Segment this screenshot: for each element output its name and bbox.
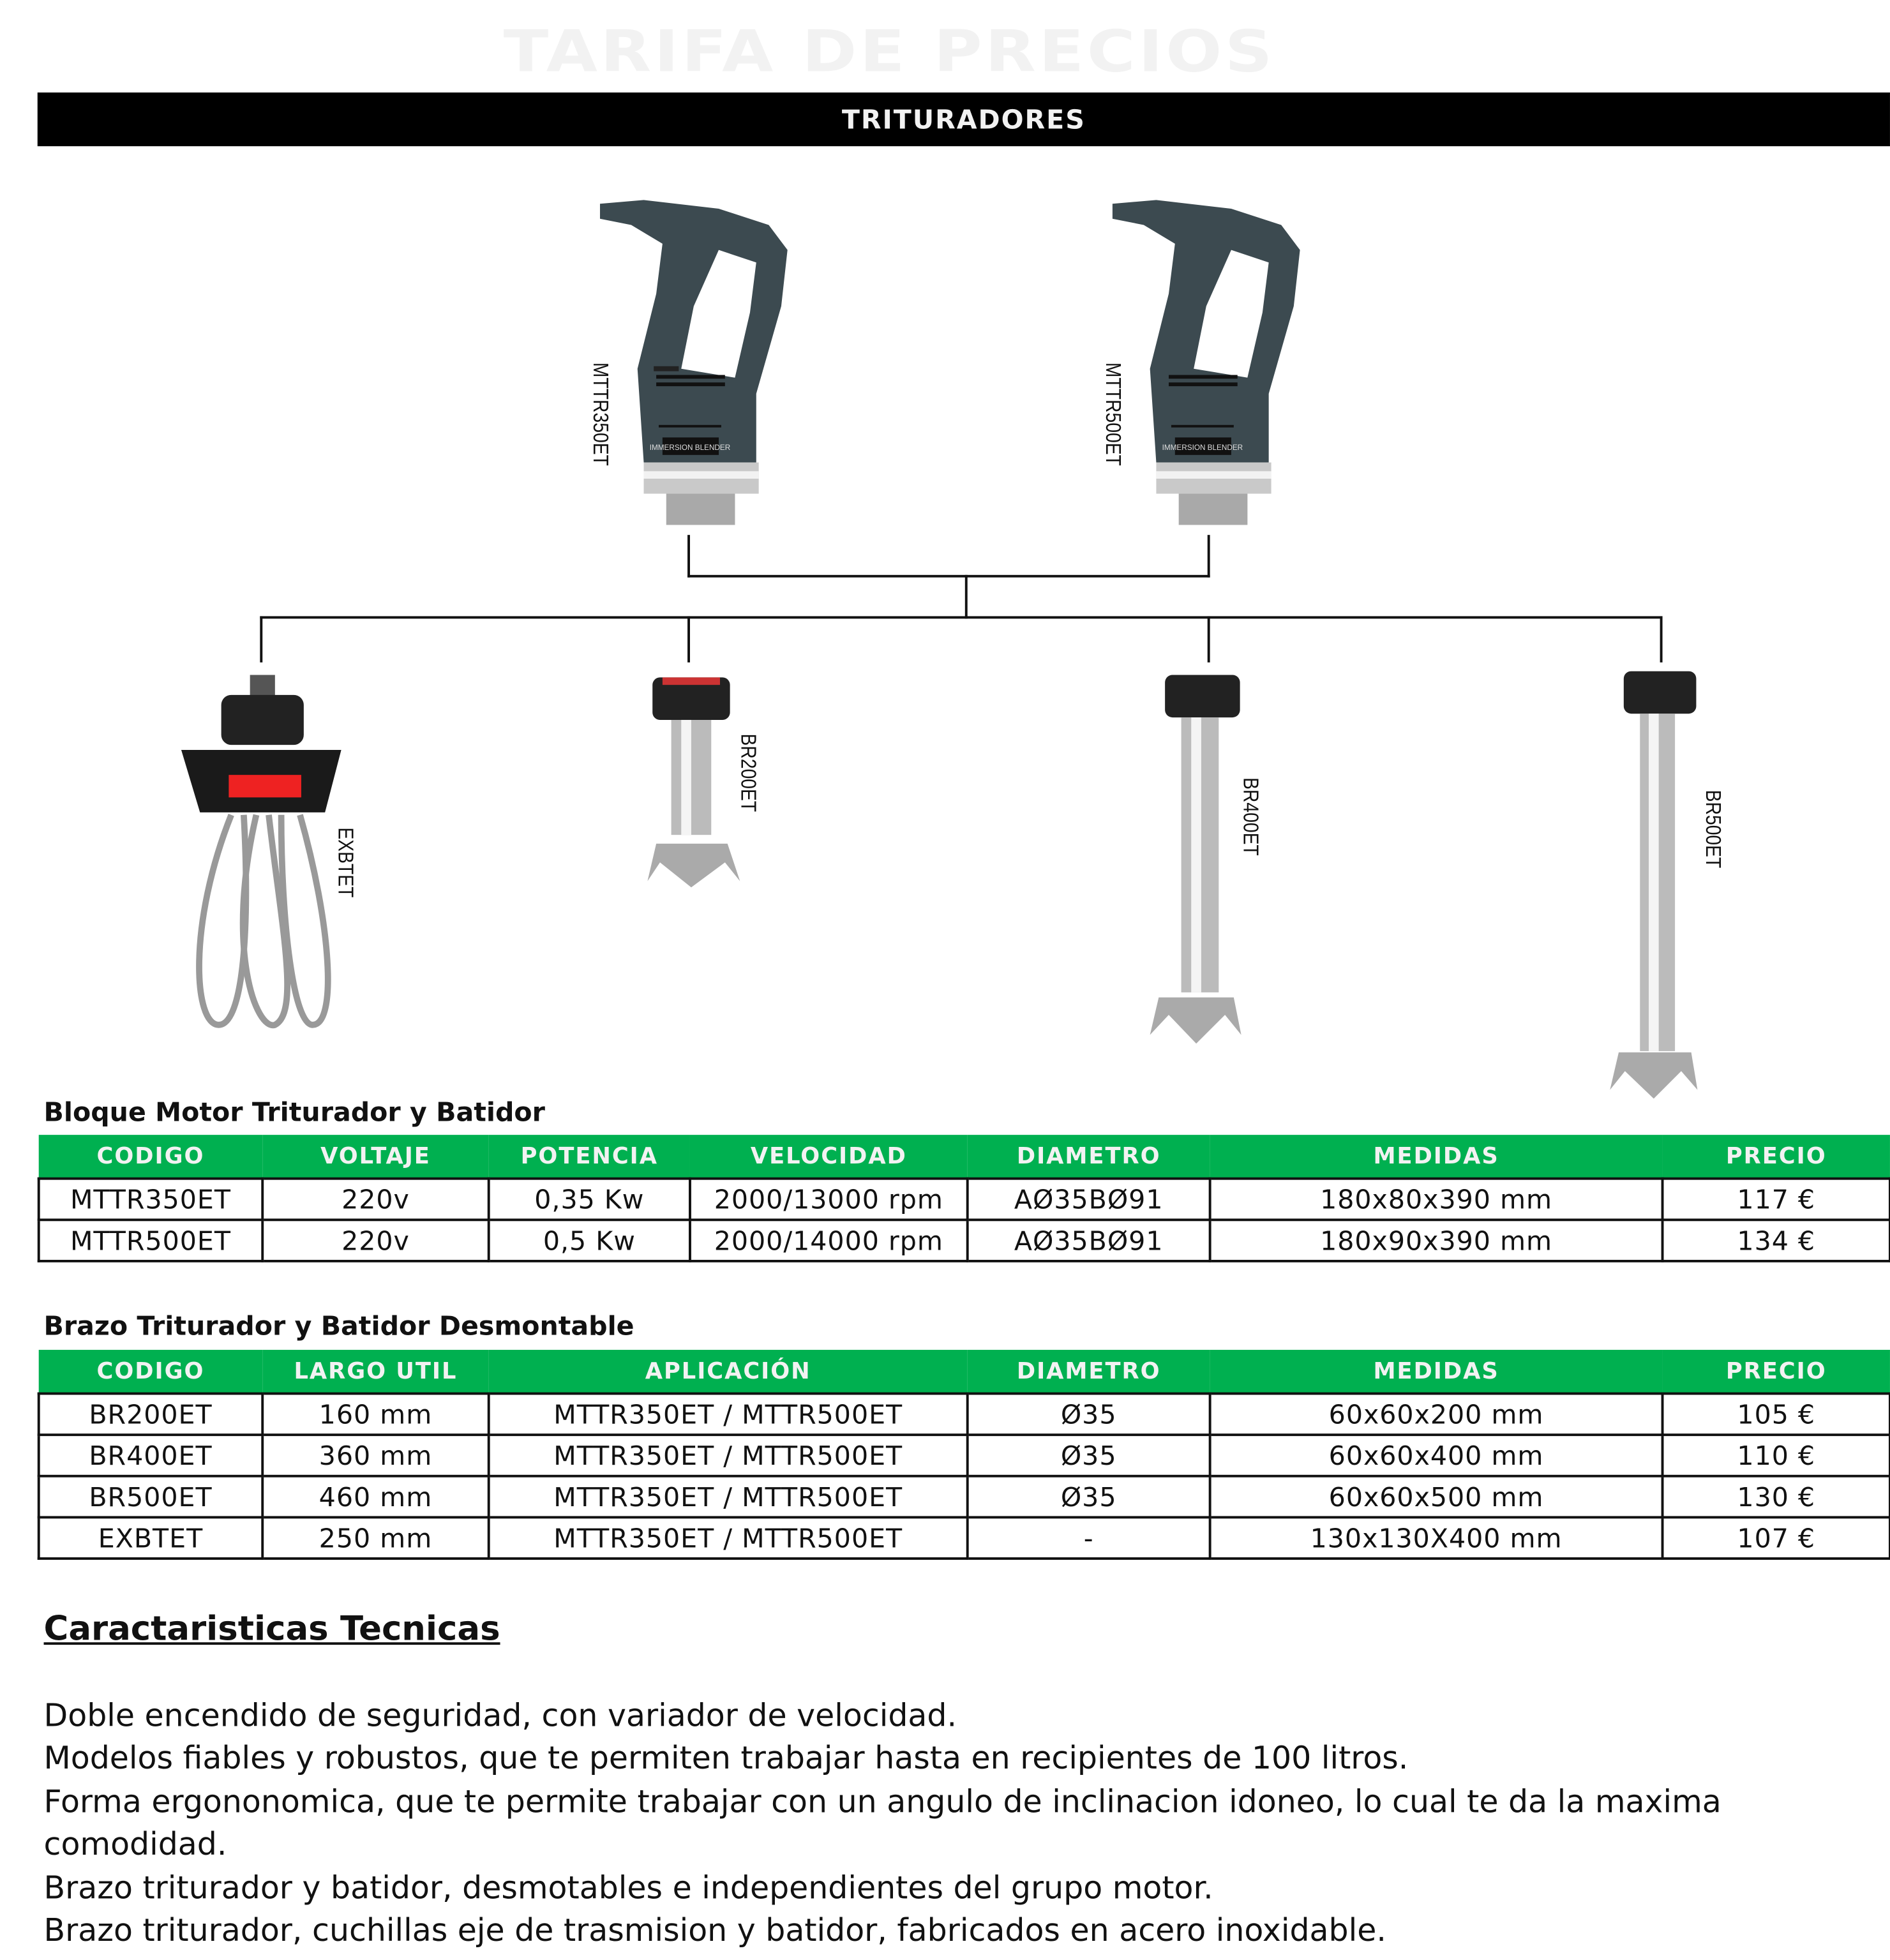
cell-diameter: Ø35 (968, 1394, 1210, 1435)
cell-diameter: AØ35BØ91 (968, 1179, 1210, 1220)
arm-table-title: Brazo Triturador y Batidor Desmontable (43, 1311, 634, 1342)
table-row (39, 1179, 1890, 1220)
cell-speed: 2000/13000 rpm (690, 1179, 968, 1220)
cell-dimensions: 60x60x400 mm (1210, 1435, 1663, 1476)
cell-dimensions: 60x60x200 mm (1210, 1394, 1663, 1435)
cell-application: MTTR350ET / MTTR500ET (489, 1435, 968, 1476)
cell-diameter: Ø35 (968, 1476, 1210, 1518)
cell-price: 110 € (1663, 1435, 1890, 1476)
cell-code: BR200ET (39, 1394, 263, 1435)
connector-line (260, 616, 262, 662)
arm-image-br400et (1144, 675, 1244, 1047)
feature-line: Brazo triturador, cuchillas eje de trasmision y batidor, fabricados en acero inoxidable. (43, 1912, 1386, 1949)
cell-diameter: AØ35BØ91 (968, 1220, 1210, 1261)
features-title: Caractaristicas Tecnicas (43, 1610, 500, 1649)
connector-line (1208, 616, 1210, 662)
column-header: POTENCIA (489, 1135, 690, 1179)
column-header: MEDIDAS (1210, 1135, 1663, 1179)
cell-application: MTTR350ET / MTTR500ET (489, 1517, 968, 1559)
connector-line (1208, 535, 1210, 578)
table-row (39, 1394, 1890, 1435)
table-row (39, 1517, 1890, 1559)
column-header: DIAMETRO (968, 1135, 1210, 1179)
cell-code: BR400ET (39, 1435, 263, 1476)
feature-line: Doble encendido de seguridad, con variador de velocidad. (43, 1697, 957, 1734)
cell-code: MTTR350ET (39, 1179, 263, 1220)
motor-label: MTTR350ET (589, 362, 613, 466)
motor-label: MTTR500ET (1101, 362, 1125, 466)
column-header: LARGO UTIL (262, 1350, 488, 1394)
arm-label: EXBTET (333, 827, 358, 898)
page-title: TARIFA DE PRECIOS (502, 17, 1275, 85)
cell-price: 107 € (1663, 1517, 1890, 1559)
feature-line: Modelos fiables y robustos, que te permiten trabajar hasta en recipientes de 100 litros. (43, 1740, 1409, 1777)
column-header: CODIGO (39, 1135, 263, 1179)
column-header: MEDIDAS (1210, 1350, 1663, 1394)
cell-application: MTTR350ET / MTTR500ET (489, 1394, 968, 1435)
cell-voltage: 220v (262, 1179, 488, 1220)
cell-application: MTTR350ET / MTTR500ET (489, 1476, 968, 1518)
motor-image-mttr500et (1106, 194, 1306, 534)
cell-code: MTTR500ET (39, 1220, 263, 1261)
motor-badge: IMMERSION BLENDER (1162, 443, 1243, 452)
cell-voltage: 220v (262, 1220, 488, 1261)
subtitle-banner (38, 93, 1890, 146)
table-row (39, 1435, 1890, 1476)
motor-price-table (38, 1135, 1890, 1262)
column-header: APLICACIÓN (489, 1350, 968, 1394)
cell-price: 134 € (1663, 1220, 1890, 1261)
connector-line (260, 616, 1662, 618)
cell-price: 130 € (1663, 1476, 1890, 1518)
table-row (39, 1220, 1890, 1261)
cell-diameter: - (968, 1517, 1210, 1559)
features-list (44, 1694, 1844, 1952)
motor-badge: IMMERSION BLENDER (649, 443, 731, 452)
cell-diameter: Ø35 (968, 1435, 1210, 1476)
cell-code: BR500ET (39, 1476, 263, 1518)
arm-image-br500et (1606, 671, 1700, 1103)
cell-length: 360 mm (262, 1435, 488, 1476)
arm-label: BR400ET (1238, 777, 1263, 856)
cell-power: 0,5 Kw (489, 1220, 690, 1261)
connector-line (687, 575, 1210, 578)
feature-line: Forma ergononomica, que te permite trabajar con un angulo de inclinacion idoneo, lo cual te da la maxima comodidad. (43, 1783, 1721, 1863)
column-header: VOLTAJE (262, 1135, 488, 1179)
arm-label: BR200ET (736, 733, 760, 812)
connector-line (687, 616, 690, 662)
cell-price: 117 € (1663, 1179, 1890, 1220)
table-header-row (39, 1350, 1890, 1394)
column-header: PRECIO (1663, 1135, 1890, 1179)
table-header-row (39, 1135, 1890, 1179)
motor-image-mttr350et (594, 194, 793, 534)
arm-image-br200et (638, 675, 750, 894)
connector-line (687, 535, 690, 578)
column-header: VELOCIDAD (690, 1135, 968, 1179)
motor-table-title: Bloque Motor Triturador y Batidor (43, 1097, 545, 1128)
cell-code: EXBTET (39, 1517, 263, 1559)
column-header: DIAMETRO (968, 1350, 1210, 1394)
cell-length: 160 mm (262, 1394, 488, 1435)
whisk-image-exbtet (181, 675, 344, 1035)
title-banner (38, 9, 1890, 93)
cell-length: 250 mm (262, 1517, 488, 1559)
category-title: TRITURADORES (841, 104, 1086, 135)
cell-dimensions: 60x60x500 mm (1210, 1476, 1663, 1518)
arm-label: BR500ET (1701, 789, 1725, 869)
cell-speed: 2000/14000 rpm (690, 1220, 968, 1261)
column-header: CODIGO (39, 1350, 263, 1394)
feature-line: Brazo triturador y batidor, desmotables e independientes del grupo motor. (43, 1869, 1213, 1906)
connector-line (1660, 616, 1663, 662)
column-header: PRECIO (1663, 1350, 1890, 1394)
arm-price-table (38, 1350, 1890, 1560)
cell-power: 0,35 Kw (489, 1179, 690, 1220)
cell-price: 105 € (1663, 1394, 1890, 1435)
cell-length: 460 mm (262, 1476, 488, 1518)
cell-dimensions: 130x130X400 mm (1210, 1517, 1663, 1559)
connector-line (965, 575, 968, 619)
cell-dimensions: 180x90x390 mm (1210, 1220, 1663, 1261)
table-row (39, 1476, 1890, 1518)
cell-dimensions: 180x80x390 mm (1210, 1179, 1663, 1220)
